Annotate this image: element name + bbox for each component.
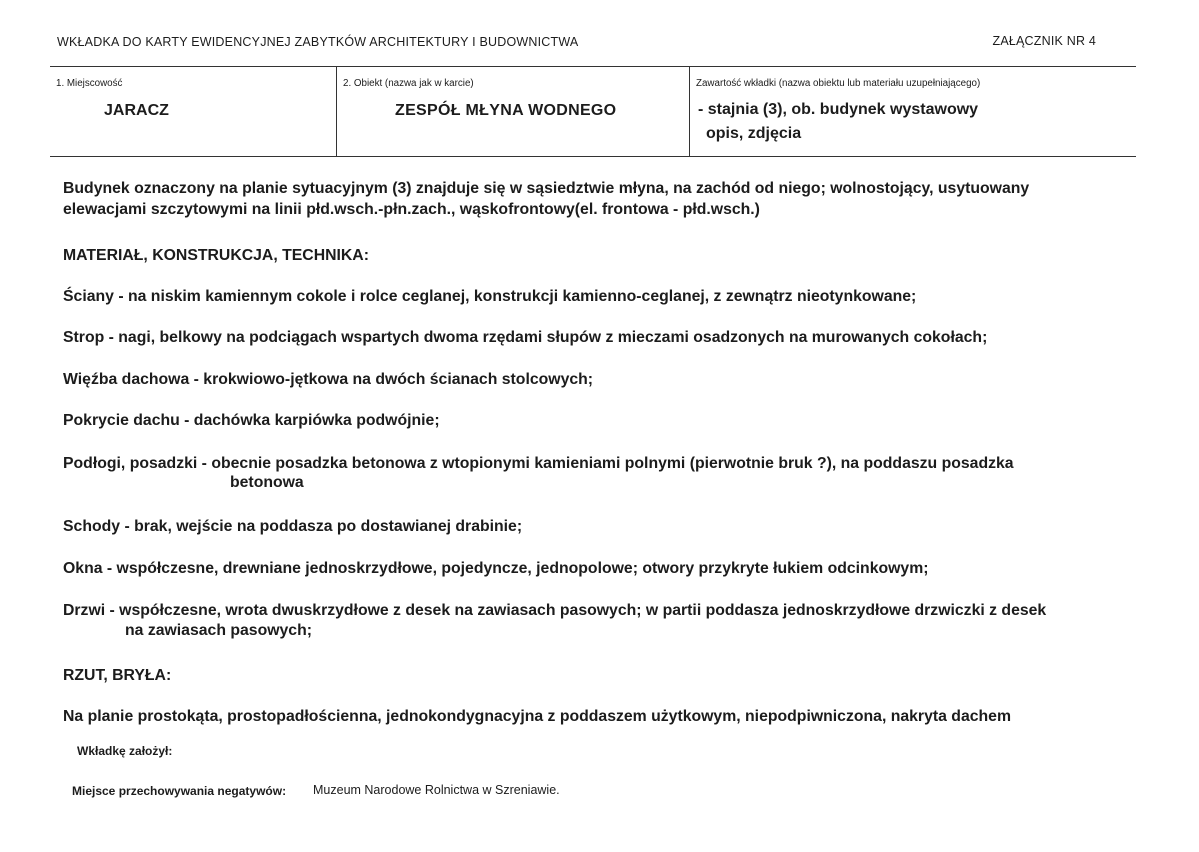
attachment-number: ZAŁĄCZNIK NR 4 (992, 34, 1096, 48)
intro-line-1: Budynek oznaczony na planie sytuacyjnym (3) znajduje się w sąsiedztwie młyna, na zachód od niego; wolnostojący, usytuowany (63, 180, 1030, 197)
locality-cell (50, 67, 336, 156)
truss-line: Więźba dachowa - krokwiowo-jętkowa na dwóch ścianach stolcowych; (63, 371, 594, 388)
contents-label: Zawartość wkładki (nazwa obiektu lub materiału uzupełniającego) (696, 78, 981, 89)
plan-line: Na planie prostokąta, prostopadłościenna, jednokondygnacyjna z poddaszem użytkowym, niepodpiwniczona, nakryta dachem (63, 708, 1012, 725)
section-heading-plan: RZUT, BRYŁA: (63, 667, 172, 684)
walls-line: Ściany - na niskim kamiennym cokole i rolce ceglanej, konstrukcji kamienno-ceglanej, z zewnątrz nieotynkowane; (63, 288, 917, 305)
object-value: ZESPÓŁ MŁYNA WODNEGO (395, 102, 617, 119)
contents-cell (689, 67, 1136, 156)
document-title: WKŁADKA DO KARTY EWIDENCYJNEJ ZABYTKÓW ARCHITEKTURY I BUDOWNICTWA (57, 35, 579, 49)
doors-line-2: na zawiasach pasowych; (125, 622, 313, 639)
stairs-line: Schody - brak, wejście na poddasza po dostawianej drabinie; (63, 518, 523, 535)
intro-line-2: elewacjami szczytowymi na linii płd.wsch.-płn.zach., wąskofrontowy(el. frontowa - płd.wsch.) (63, 201, 760, 218)
intro-paragraph (63, 178, 1029, 220)
doors-line-1: Drzwi - współczesne, wrota dwuskrzydłowe z desek na zawiasach pasowych; w partii poddasza jednoskrzydłowe drzwiczki z desek (63, 602, 1047, 619)
object-cell (336, 67, 689, 156)
negatives-label: Miejsce przechowywania negatywów: (72, 784, 287, 798)
contents-line-2: opis, zdjęcia (706, 125, 802, 142)
section-heading-material: MATERIAŁ, KONSTRUKCJA, TECHNIKA: (63, 247, 369, 264)
floors-line-1: Podłogi, posadzki - obecnie posadzka betonowa z wtopionymi kamieniami polnymi (pierwotnie bruk ?), na poddaszu posadzka (63, 455, 1014, 472)
floors-line-2: betonowa (230, 474, 304, 491)
windows-line: Okna - współczesne, drewniane jednoskrzydłowe, pojedyncze, jednopolowe; otwory przykryte łukiem odcinkowym; (63, 560, 929, 577)
header-table (50, 66, 1136, 157)
locality-value: JARACZ (104, 102, 169, 119)
ceiling-line: Strop - nagi, belkowy na podciągach wspartych dwoma rzędami słupów z mieczami osadzonych na murowanych cokołach; (63, 329, 988, 346)
negatives-value: Muzeum Narodowe Rolnictwa w Szreniawie. (313, 783, 560, 797)
contents-line-1: - stajnia (3), ob. budynek wystawowy (698, 101, 979, 118)
roofing-line: Pokrycie dachu - dachówka karpiówka podwójnie; (63, 412, 440, 429)
created-by-label: Wkładkę założył: (77, 744, 173, 758)
object-label: 2. Obiekt (nazwa jak w karcie) (343, 78, 474, 89)
locality-label: 1. Miejscowość (56, 78, 123, 89)
